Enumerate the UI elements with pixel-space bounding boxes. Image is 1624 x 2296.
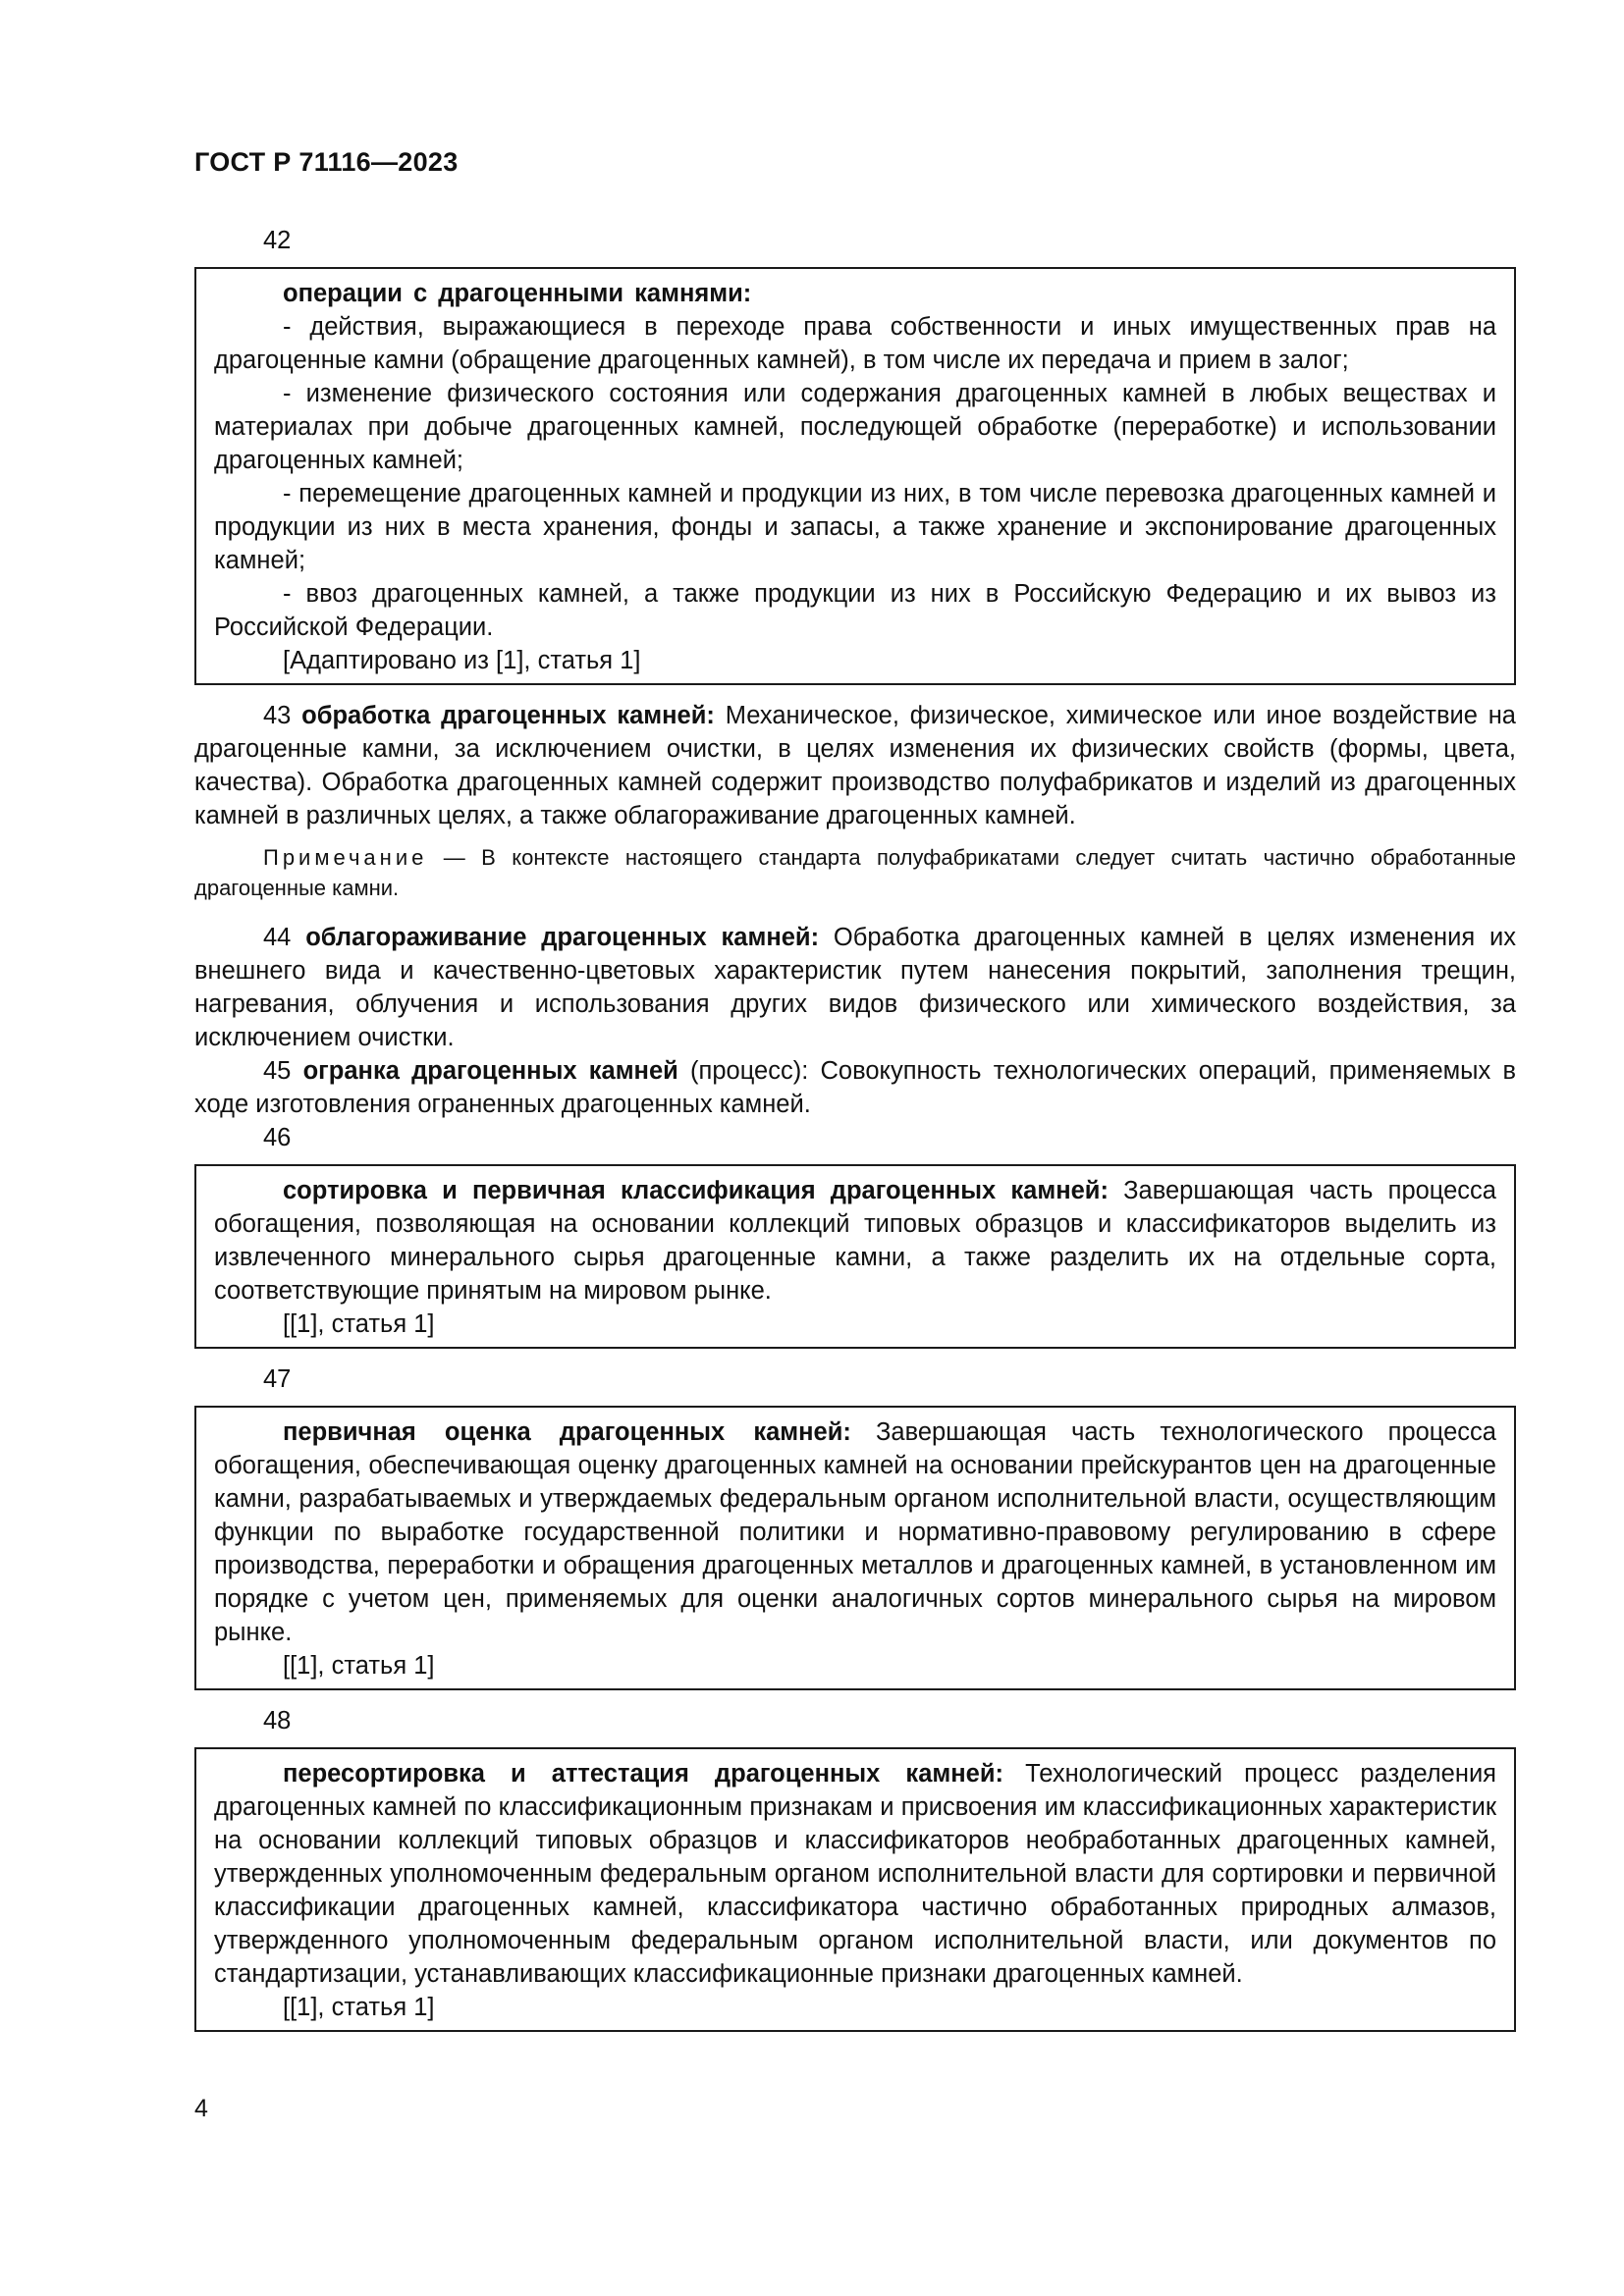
term-42-source: [Адаптировано из [1], статья 1] <box>283 647 641 674</box>
note-43 <box>194 842 1516 903</box>
term-42-item-1: - действия, выражающиеся в переходе права собственности и иных имущественных прав на драгоценные камни (обращение драгоценных камней), в том числе их передача и прием в залог; <box>214 313 1496 374</box>
term-number-47: 47 <box>263 1365 292 1393</box>
term-42-item-3: - перемещение драгоценных камней и продукции из них, в том числе перевозка драгоценных камней и продукции из них в места хранения, фонды и запасы, а также хранение и экспонирование драгоценных камней; <box>214 480 1496 574</box>
term-45-definition: Совокупность технологических операций, применяемых в ходе изготовления ограненных драгоценных камней. <box>194 1057 1517 1118</box>
term-43: обработка драгоценных камней: <box>301 702 715 729</box>
page-content <box>194 224 1516 2046</box>
term-number-42: 42 <box>263 227 292 254</box>
term-47-definition: Завершающая часть технологического процесса обогащения, обеспечивающая оценку драгоценных камней на основании прейскурантов цен на драгоценные камни, разрабатываемых и утверждаемых федеральным органом исполнительной власти, осуществляющим функции по выработке государственной политики и нормативно-правовому регулированию в сфере производства, переработки и обращения драгоценных металлов и драгоценных камней, в установленном им порядке с учетом цен, применяемых для оценки аналогичных сортов минерального сырья на мировом рынке. <box>214 1418 1496 1646</box>
term-46-source: [[1], статья 1] <box>283 1310 435 1338</box>
document-header: ГОСТ Р 71116—2023 <box>194 147 459 177</box>
term-number-46: 46 <box>263 1124 292 1151</box>
term-box-47 <box>194 1406 1516 1690</box>
note-text: — В контексте настоящего стандарта полуфабрикатами следует считать частично обработанные драгоценные камни. <box>194 845 1516 900</box>
term-47-source: [[1], статья 1] <box>283 1652 435 1680</box>
term-42-item-2: - изменение физического состояния или содержания драгоценных камней в любых веществах и материалах при добыче драгоценных камней, последующей обработке (переработке) и использовании драгоценных камней; <box>214 380 1496 474</box>
term-number-43: 43 <box>263 702 292 729</box>
term-48-source: [[1], статья 1] <box>283 1994 435 2021</box>
term-47: первичная оценка драгоценных камней: <box>283 1418 851 1446</box>
term-43-definition: Механическое, физическое, химическое или иное воздействие на драгоценные камни, за исключением очистки, в целях изменения их физических свойств (формы, цвета, качества). Обработка драгоценных камней содержит производство полуфабрикатов и изделий из драгоценных камней в различных целях, а также облагораживание драгоценных камней. <box>194 702 1516 829</box>
term-number-48: 48 <box>263 1707 292 1735</box>
term-entry-44 <box>194 921 1516 1054</box>
term-42-item-4: - ввоз драгоценных камней, а также продукции из них в Российскую Федерацию и их вывоз из Российской Федерации. <box>214 580 1496 641</box>
term-45-qualifier: (процесс): <box>677 1057 809 1085</box>
term-42: операции с драгоценными камнями: <box>283 280 752 307</box>
term-48: пересортировка и аттестация драгоценных камней: <box>283 1760 1003 1788</box>
page-number: 4 <box>194 2095 208 2122</box>
term-46-definition: Завершающая часть процесса обогащения, позволяющая на основании коллекций типовых образцов и классификаторов выделить из извлеченного минерального сырья драгоценные камни, а также разделить их на отдельные сорта, соответствующие принятым на мировом рынке. <box>214 1177 1496 1305</box>
term-44-definition: Обработка драгоценных камней в целях изменения их внешнего вида и качественно-цветовых характеристик путем нанесения покрытий, заполнения трещин, нагревания, облучения и использования других видов физического или химического воздействия, за исключением очистки. <box>194 924 1516 1051</box>
term-entry-45 <box>194 1054 1516 1121</box>
term-box-46 <box>194 1164 1516 1349</box>
term-48-definition: Технологический процесс разделения драгоценных камней по классификационным признакам и присвоения им классификационных характеристик на основании коллекций типовых образцов и классификаторов необработанных драгоценных камней, утвержденных уполномоченным федеральным органом исполнительной власти для сортировки и первичной классификации драгоценных камней, классификатора частично обработанных природных алмазов, утвержденного уполномоченным федеральным органом исполнительной власти, или документов по стандартизации, устанавливающих классификационные признаки драгоценных камней. <box>214 1760 1496 1988</box>
term-box-48 <box>194 1747 1516 2032</box>
term-number-45: 45 <box>263 1057 292 1085</box>
term-box-42 <box>194 267 1516 685</box>
term-44: облагораживание драгоценных камней: <box>305 924 820 951</box>
term-number-44: 44 <box>263 924 292 951</box>
term-entry-43 <box>194 699 1516 832</box>
note-label: Примечание <box>263 845 428 870</box>
term-46: сортировка и первичная классификация драгоценных камней: <box>283 1177 1109 1204</box>
term-45: огранка драгоценных камней <box>302 1057 678 1085</box>
